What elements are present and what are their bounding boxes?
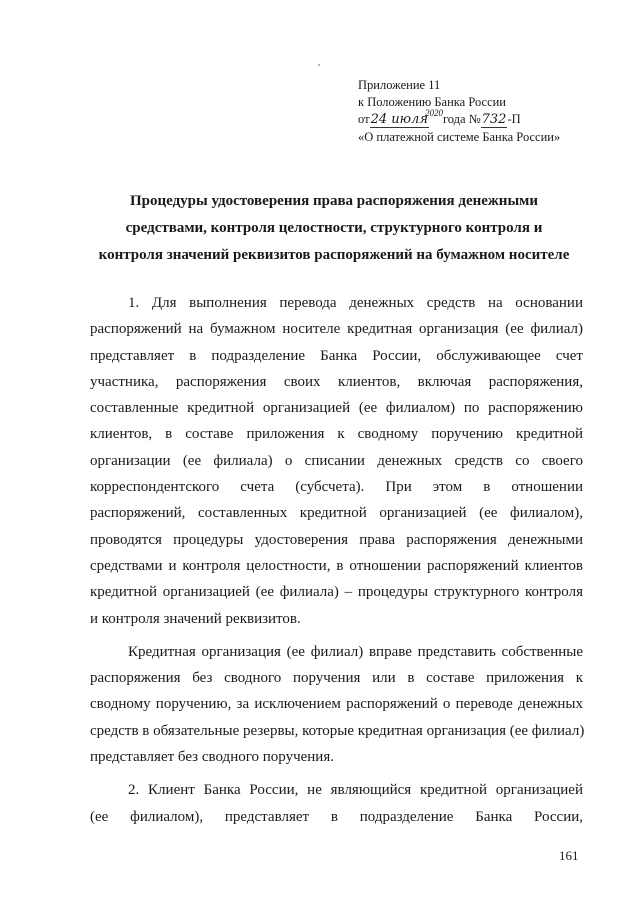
body-line: и контроля значений реквизитов. (90, 610, 301, 627)
paragraph-3 (90, 777, 583, 830)
appendix-regulation-ref: к Положению Банка России (358, 95, 506, 109)
title-line: контроля значений реквизитов распоряжений на бумажном носителе (98, 247, 570, 263)
appendix-date-line (358, 108, 560, 129)
appendix-header (358, 77, 560, 146)
body-line: кредитной организацией (ее филиала) – процедуры структурного контроля (90, 584, 583, 601)
appendix-number-suffix: -П (507, 112, 521, 126)
body-line: 1. Для выполнения перевода денежных средств на основании (128, 295, 583, 311)
body-line: проводятся процедуры удостоверения права распоряжения денежными (90, 531, 583, 548)
body-line: корреспондентского счета (субсчета). При этом в отношении (90, 479, 583, 496)
paragraph-gap (90, 770, 583, 777)
body-line: клиентов, в составе приложения к сводному поручению кредитной (90, 426, 583, 443)
body-line: участника, распоряжения своих клиентов, включая распоряжения, (90, 373, 583, 390)
body-line: средствами и контроля целостности, в отношении распоряжений клиентов (90, 557, 583, 574)
handwritten-year: 2020 (424, 108, 443, 118)
page-number: 161 (559, 848, 579, 863)
body-line: 2. Клиент Банка России, не являющийся кредитной организацией (128, 782, 583, 799)
body-line: (ее филиалом), представляет в подразделение Банка России, (90, 808, 583, 825)
appendix-date-prefix: от (358, 112, 370, 126)
paragraph-2 (90, 639, 583, 770)
body-line: представляет в подразделение Банка России, обслуживающее счет (90, 347, 583, 364)
body-line: распоряжений, составленных кредитной организацией (ее филиалом), (90, 505, 583, 522)
paragraph-1 (90, 290, 583, 632)
body-line: сводному поручению, за исключением распоряжений о переводе денежных (90, 696, 583, 713)
title-line: Процедуры удостоверения права распоряжения денежными (129, 193, 539, 209)
handwritten-date: 24 июля (370, 112, 428, 127)
appendix-regulation-title: «О платежной системе Банка России» (358, 130, 561, 144)
body-line: организации (ее филиала) о списании денежных средств со своего (90, 452, 583, 469)
document-title (84, 188, 584, 269)
body-line: Кредитная организация (ее филиал) вправе представить собственные (128, 643, 583, 660)
scan-speck (318, 64, 320, 66)
body-line: средств в обязательные резервы, которые кредитная организация (ее филиал) (90, 722, 585, 739)
body-line: составленные кредитной организацией (ее филиалом) по распоряжению (90, 400, 583, 417)
body-line: распоряжений на бумажном носителе кредитная организация (ее филиал) (90, 321, 583, 338)
appendix-date-mid: года № (442, 112, 481, 126)
paragraph-gap (90, 632, 583, 639)
handwritten-number: 732 (481, 112, 507, 127)
title-line: средствами, контроля целостности, структурного контроля и (125, 220, 543, 236)
body-line: распоряжения без сводного поручения или в составе приложения к (90, 670, 583, 687)
body-line: представляет без сводного поручения. (90, 749, 334, 766)
document-body (90, 290, 583, 830)
appendix-number: Приложение 11 (358, 78, 441, 92)
